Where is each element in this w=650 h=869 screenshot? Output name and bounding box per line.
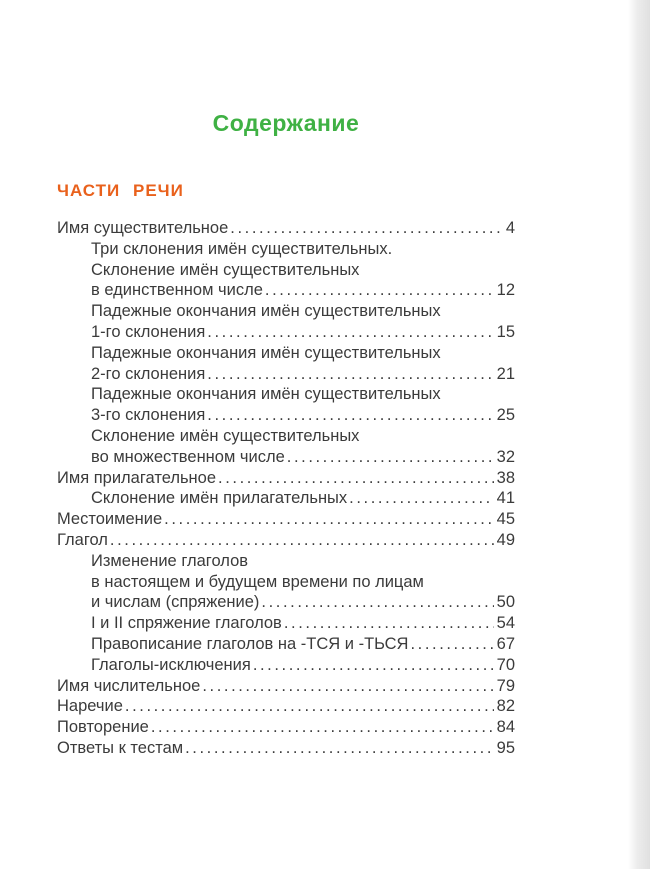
toc-entry [57, 343, 515, 385]
toc-entry-title: Имя числительное [57, 676, 201, 695]
toc-entry [57, 509, 515, 530]
toc-entry-title: Местоимение [57, 510, 163, 529]
toc-entry [57, 239, 515, 301]
page-number: 32 [496, 447, 515, 466]
page-number: 84 [496, 718, 515, 737]
dot-leader [230, 218, 503, 239]
page-number: 67 [496, 634, 515, 653]
section-heading: ЧАСТИ РЕЧИ [57, 181, 184, 200]
toc-entry-line [57, 426, 515, 447]
toc-page [57, 0, 515, 759]
toc-entry [57, 426, 515, 468]
dot-leader [164, 509, 493, 530]
dot-leader [185, 738, 494, 759]
toc-entry-line [57, 447, 515, 468]
page-number: 82 [496, 697, 515, 716]
toc-entry-line [57, 384, 515, 405]
toc-entry-title: Повторение [57, 718, 149, 737]
toc-entry-title: Склонение имён прилагательных [91, 489, 348, 508]
toc-entry [57, 676, 515, 697]
dot-leader [125, 696, 494, 717]
toc-entry [57, 613, 515, 634]
toc-entry-line [57, 218, 515, 239]
toc-entry-title: в единственном числе [91, 281, 263, 300]
page-edge-shading [628, 0, 650, 869]
toc-entry-title: Три склонения имён существительных. [91, 239, 393, 258]
dot-leader [207, 364, 493, 385]
page-number: 4 [505, 219, 515, 237]
toc-entry-title: Имя прилагательное [57, 468, 217, 487]
dot-leader [253, 655, 494, 676]
toc-entry-title: 2-го склонения [91, 364, 206, 383]
page-number: 45 [496, 510, 515, 529]
page-number: 21 [496, 364, 515, 383]
toc-entry-line [57, 343, 515, 364]
page-number: 49 [496, 530, 515, 549]
page-number: 50 [496, 593, 515, 612]
toc-entry [57, 301, 515, 343]
page-number: 12 [496, 281, 515, 300]
toc-entry-title: Глаголы-исключения [91, 655, 251, 674]
page-title: Содержание [212, 110, 360, 136]
toc-entry-title: 3-го склонения [91, 406, 206, 425]
toc-entry-line [57, 696, 515, 717]
toc-entry-title: Глагол [57, 530, 108, 549]
dot-leader [261, 592, 493, 613]
toc-entry-line [57, 551, 515, 572]
toc-entry-title: Ответы к тестам [57, 738, 184, 757]
toc-entry-title: и числам (спряжение) [91, 593, 260, 612]
toc-entry-line [57, 655, 515, 676]
toc-entry-title: Склонение имён существительных [91, 260, 360, 279]
page-number: 25 [496, 406, 515, 425]
toc-entry [57, 488, 515, 509]
dot-leader [207, 405, 493, 426]
toc-entry [57, 218, 515, 239]
toc-entry-line [57, 322, 515, 343]
dot-leader [284, 613, 494, 634]
dot-leader [287, 447, 494, 468]
toc-entry-title: Падежные окончания имён существительных [91, 343, 441, 362]
table-of-contents [57, 218, 515, 759]
toc-entry-line [57, 738, 515, 759]
page-number: 41 [496, 489, 515, 508]
toc-entry-line [57, 301, 515, 322]
dot-leader [110, 530, 494, 551]
toc-entry-title: Падежные окончания имён существительных [91, 385, 441, 404]
toc-entry-title: Имя существительное [57, 219, 229, 237]
toc-entry-line [57, 676, 515, 697]
toc-entry-line [57, 592, 515, 613]
toc-entry [57, 634, 515, 655]
toc-entry-title: Изменение глаголов [91, 551, 249, 570]
dot-leader [202, 676, 493, 697]
page-number: 95 [496, 738, 515, 757]
toc-entry-line [57, 613, 515, 634]
toc-entry-title: в настоящем и будущем времени по лицам [91, 572, 424, 591]
toc-entry-line [57, 468, 515, 489]
page-number: 15 [496, 322, 515, 341]
dot-leader [349, 488, 493, 509]
toc-entry-line [57, 488, 515, 509]
toc-entry-line [57, 239, 515, 260]
toc-entry-line [57, 717, 515, 738]
toc-entry [57, 696, 515, 717]
dot-leader [218, 468, 494, 489]
toc-entry [57, 655, 515, 676]
toc-entry-line [57, 280, 515, 301]
toc-entry-title: 1-го склонения [91, 322, 206, 341]
toc-entry [57, 468, 515, 489]
toc-entry-line [57, 260, 515, 281]
dot-leader [265, 280, 494, 301]
toc-entry-title: Склонение имён существительных [91, 426, 360, 445]
page-number: 79 [496, 676, 515, 695]
toc-entry-line [57, 634, 515, 655]
toc-entry-title: во множественном числе [91, 447, 285, 466]
toc-entry-line [57, 364, 515, 385]
toc-entry-title: Падежные окончания имён существительных [91, 302, 441, 321]
dot-leader [410, 634, 493, 655]
toc-entry-line [57, 405, 515, 426]
toc-entry-line [57, 530, 515, 551]
dot-leader [151, 717, 494, 738]
dot-leader [207, 322, 493, 343]
toc-entry [57, 717, 515, 738]
toc-entry-title: Наречие [57, 697, 123, 716]
page-number: 38 [496, 468, 515, 487]
toc-entry [57, 384, 515, 426]
page-number: 70 [496, 655, 515, 674]
toc-entry-title: I и II спряжение глаголов [91, 614, 282, 633]
toc-entry [57, 530, 515, 551]
page-number: 54 [496, 614, 515, 633]
toc-entry-line [57, 509, 515, 530]
toc-entry-line [57, 572, 515, 593]
toc-entry [57, 551, 515, 613]
toc-entry-title: Правописание глаголов на -ТСЯ и -ТЬСЯ [91, 634, 409, 653]
toc-entry [57, 738, 515, 759]
